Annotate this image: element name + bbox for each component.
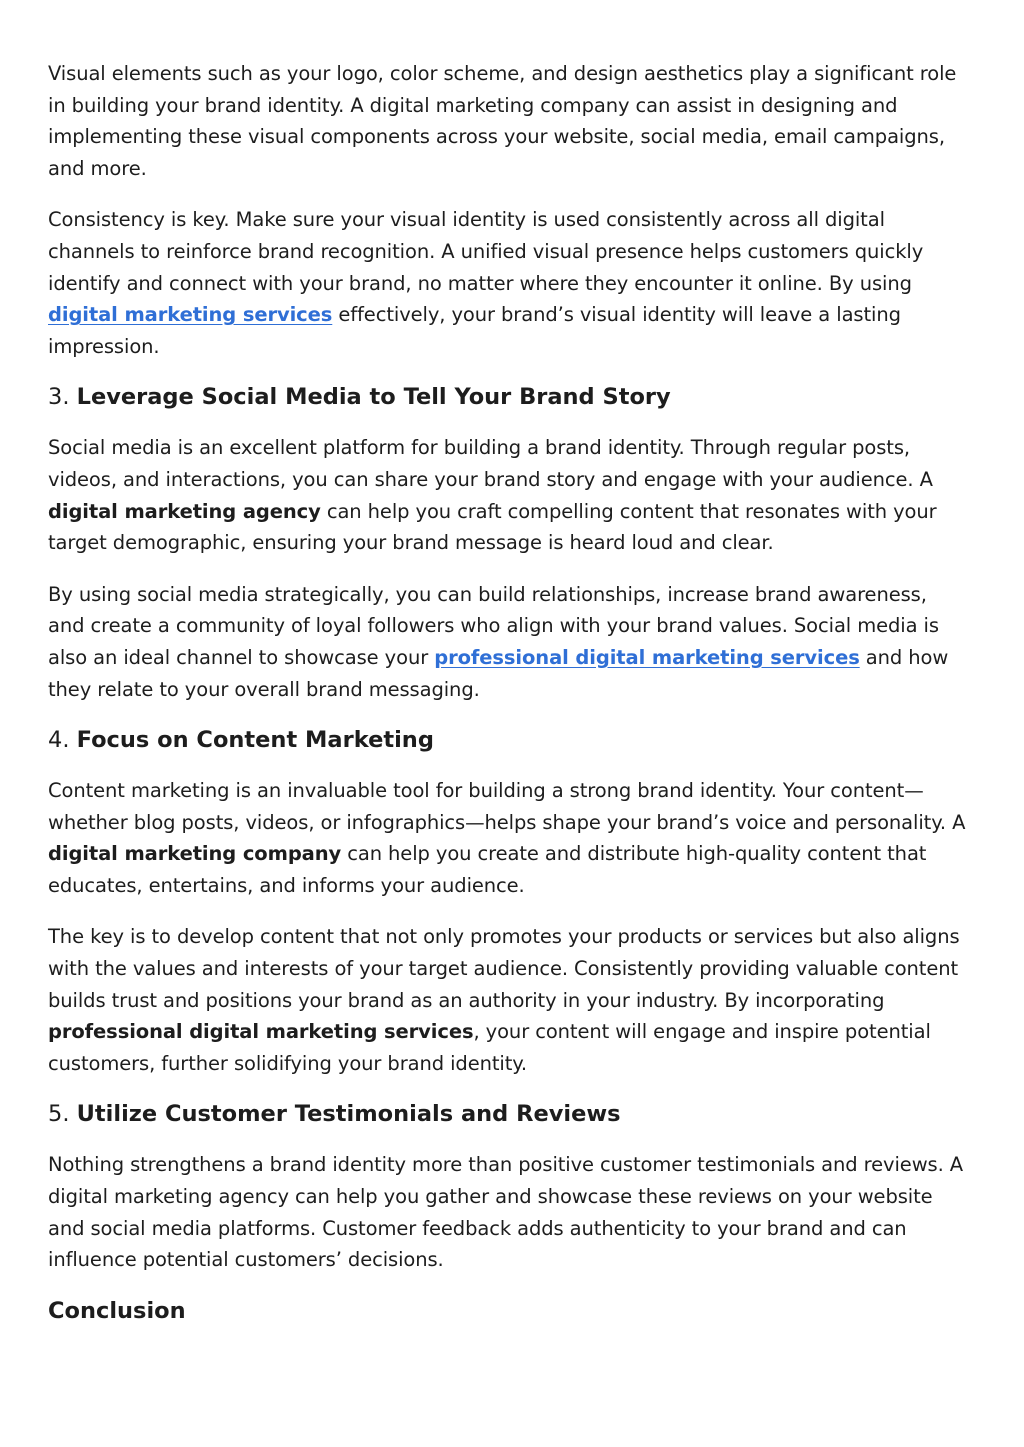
bold-phrase: digital marketing company xyxy=(48,842,342,866)
conclusion-heading: Conclusion xyxy=(48,1297,186,1324)
bold-phrase: digital marketing agency xyxy=(48,499,321,523)
paragraph-text: Consistency is key. Make sure your visual identity is used consistently across all digital channels to reinforce brand recognition. A unified visual presence helps customers quickly identify and connect with your brand, no matter where they encounter it online. By using xyxy=(48,208,924,295)
section-heading-testimonials xyxy=(48,1099,968,1129)
digital-marketing-services-link[interactable]: digital marketing services xyxy=(48,303,333,327)
professional-digital-marketing-services-link[interactable]: professional digital marketing services xyxy=(434,645,860,669)
paragraph-text: The key is to develop content that not only promotes your products or services but also aligns with the values and interests of your target audience. Consistently providing valuable content builds trust and positions your brand as an authority in your industry. By incorporating xyxy=(48,925,960,1012)
paragraph-testimonials: Nothing strengthens a brand identity more than positive customer testimonials and reviews. A digital marketing agency can help you gather and showcase these reviews on your website and social media platforms. Customer feedback adds authenticity to your brand and can influence potential customers’ decisions. xyxy=(48,1153,964,1272)
paragraph-text: and how they relate to your overall brand messaging. xyxy=(48,645,949,701)
paragraph-visual-elements: Visual elements such as your logo, color scheme, and design aesthetics play a significant role in building your brand identity. A digital marketing company can assist in designing and implementing these visual components across your website, social media, email campaigns, and more. xyxy=(48,62,957,180)
paragraph-text: can help you create and distribute high-quality content that educates, entertains, and informs your audience. xyxy=(48,842,927,897)
section-number: 3. xyxy=(48,384,77,411)
section-number: 4. xyxy=(48,727,77,754)
paragraph-consistency xyxy=(48,204,968,362)
section-heading-social-media xyxy=(48,382,968,412)
paragraph-text: By using social media strategically, you can build relationships, increase brand awareness, and create a community of loyal followers who align with your brand values. Social media is also an ideal channel to showcase your xyxy=(48,582,939,669)
paragraph-social-media-strategy xyxy=(48,579,968,705)
paragraph-text: Social media is an excellent platform for building a brand identity. Through regular posts, videos, and interactions, you can share your brand story and engage with your audience. A xyxy=(48,436,933,491)
section-title: Focus on Content Marketing xyxy=(76,727,434,754)
section-title: Utilize Customer Testimonials and Reviews xyxy=(76,1101,621,1128)
bold-phrase: professional digital marketing services xyxy=(48,1020,474,1044)
section-number: 5. xyxy=(48,1101,77,1128)
section-title: Leverage Social Media to Tell Your Brand Story xyxy=(76,384,671,411)
paragraph-text: Content marketing is an invaluable tool for building a strong brand identity. Your content—whether blog posts, videos, or infographics—helps shape your brand’s voice and personality. A xyxy=(48,779,966,834)
paragraph-text: effectively, your brand’s visual identity will leave a lasting impression. xyxy=(48,303,901,358)
paragraph-text: can help you craft compelling content that resonates with your target demographic, ensuring your brand message is heard loud and clear. xyxy=(48,499,937,555)
paragraph-content-marketing-tool xyxy=(48,775,968,901)
paragraph-social-media-platform xyxy=(48,432,968,558)
paragraph-content-key xyxy=(48,921,968,1079)
paragraph-text: , your content will engage and inspire potential customers, further solidifying your brand identity. xyxy=(48,1020,931,1075)
section-heading-content-marketing xyxy=(48,725,968,755)
